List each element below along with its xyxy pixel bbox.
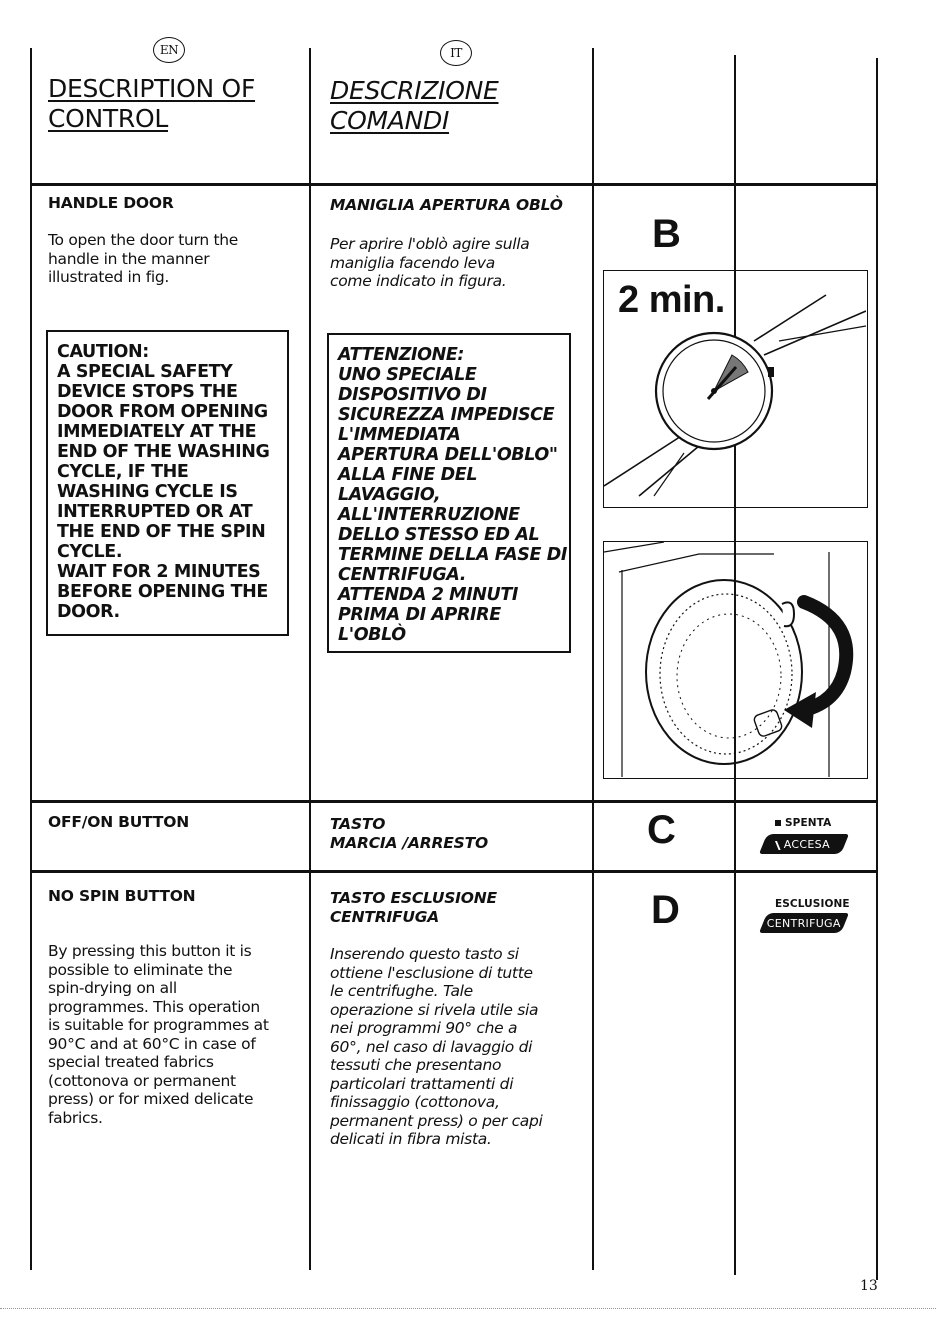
no-spin-text-en (48, 942, 269, 1127)
on-button-label (777, 838, 830, 851)
off-on-title-it (330, 815, 488, 853)
body-line: maniglia facendo leva (330, 253, 495, 272)
body-line: delicati in fibra mista. (330, 1130, 492, 1148)
caution-box-it (327, 333, 571, 653)
caution-line: DOOR. (57, 602, 120, 622)
no-spin-label: ESCLUSIONE (775, 898, 850, 910)
body-line: permanent press) o per capi (330, 1111, 543, 1130)
on-button-badge[interactable] (759, 834, 849, 854)
off-on-title-text: OFF/ON BUTTON (48, 813, 190, 831)
column-divider-right (876, 58, 878, 1280)
body-line: By pressing this button it is (48, 942, 252, 960)
caution-line: IMMEDIATELY AT THE (57, 422, 257, 442)
caution-line: DISPOSITIVO DI (338, 385, 487, 405)
bottom-edge-divider (0, 1308, 936, 1309)
caution-line: ATTENZIONE: (338, 345, 465, 365)
off-on-title-en (48, 813, 189, 832)
body-line: le centrifughe. Tale (330, 982, 473, 1000)
caution-line: CYCLE. (57, 542, 123, 562)
column-divider-left (30, 48, 32, 1270)
door-handle-illustration-icon (604, 542, 866, 777)
caution-line: END OF THE WASHING (57, 442, 270, 462)
caution-line: APERTURA DELL'OBLO" (338, 445, 558, 465)
off-label-text: SPENTA (785, 817, 832, 829)
handle-door-text-it (330, 235, 529, 291)
caution-line: WAIT FOR 2 MINUTES (57, 562, 261, 582)
section-letter-c: C (647, 808, 676, 852)
body-line: come indicato in figura. (330, 272, 507, 290)
off-on-title-line: MARCIA /ARRESTO (330, 834, 488, 852)
caution-line: DEVICE STOPS THE (57, 382, 238, 402)
body-line: To open the door turn the (48, 231, 239, 249)
body-line: handle in the manner (48, 249, 210, 268)
row-divider-off-on (30, 800, 878, 803)
on-bar-icon (776, 840, 782, 849)
caution-line: PRIMA DI APRIRE (338, 605, 501, 625)
body-line: finissaggio (cottonova, (330, 1093, 500, 1111)
no-spin-title-text: NO SPIN BUTTON (48, 887, 196, 905)
caution-line: TERMINE DELLA FASE DI (338, 545, 567, 565)
body-line: fabrics. (48, 1108, 103, 1127)
no-spin-button-text: CENTRIFUGA (767, 916, 841, 930)
body-line: Inserendo questo tasto si (330, 945, 519, 963)
timer-figure-panel (603, 270, 868, 508)
body-line: is suitable for programmes at (48, 1016, 269, 1034)
body-line: tessuti che presentano (330, 1056, 502, 1074)
caution-line: CYCLE, IF THE (57, 462, 189, 482)
no-spin-title-it (330, 889, 497, 927)
caution-line: DELLO STESSO ED AL (338, 525, 540, 545)
no-spin-title-line: CENTRIFUGA (330, 908, 440, 926)
caution-line: LAVAGGIO, (338, 485, 441, 505)
body-line: operazione si rivela utile sia (330, 1000, 539, 1019)
no-spin-title-line: TASTO ESCLUSIONE (330, 889, 497, 907)
watch-icon (604, 271, 866, 506)
caution-line: INTERRUPTED OR AT (57, 502, 253, 522)
body-line: particolari trattamenti di (330, 1074, 514, 1093)
body-line: Per aprire l'oblò agire sulla (330, 235, 530, 253)
body-line: 60°, nel caso di lavaggio di (330, 1037, 533, 1056)
caution-line: CENTRIFUGA. (338, 565, 467, 585)
column-divider-it-fig (592, 48, 594, 1270)
caution-line: DOOR FROM OPENING (57, 402, 268, 422)
page-number: 13 (860, 1278, 878, 1294)
body-line: press) or for mixed delicate (48, 1090, 254, 1108)
body-line: ottiene l'esclusione di tutte (330, 963, 533, 982)
off-label (775, 817, 831, 829)
caution-line: CAUTION: (57, 342, 149, 362)
body-line: illustrated in fig. (48, 268, 170, 286)
caution-line: UNO SPECIALE (338, 365, 477, 385)
no-spin-button-badge[interactable] (759, 913, 849, 933)
caution-line: SICUREZZA IMPEDISCE (338, 405, 555, 425)
caution-line: ALLA FINE DEL (338, 465, 478, 485)
caution-line: ATTENDA 2 MINUTI (338, 585, 519, 605)
en-heading (48, 74, 255, 134)
timer-label: 2 min. (618, 279, 725, 321)
body-line: programmes. This operation (48, 997, 260, 1016)
it-heading-line: DESCRIZIONE (330, 76, 499, 105)
handle-door-title-en (48, 194, 174, 213)
en-heading-line: CONTROL (48, 104, 168, 133)
body-line: special treated fabrics (48, 1053, 214, 1071)
it-heading (330, 76, 499, 136)
english-flag-badge: EN (153, 37, 185, 63)
body-line: spin-drying on all (48, 979, 177, 997)
door-figure-panel (603, 541, 868, 779)
section-letter-b: B (652, 212, 681, 256)
caution-line: THE END OF THE SPIN (57, 522, 266, 542)
row-divider-header (30, 183, 878, 186)
italian-flag-badge: IT (440, 40, 472, 66)
off-square-icon (775, 820, 781, 826)
off-on-title-line: TASTO (330, 815, 386, 833)
caution-line: WASHING CYCLE IS (57, 482, 238, 502)
handle-door-title-text: MANIGLIA APERTURA OBLÒ (330, 196, 563, 214)
body-line: nei programmi 90° che a (330, 1019, 518, 1037)
caution-line: A SPECIAL SAFETY (57, 362, 233, 382)
column-divider-en-it (309, 48, 311, 1270)
it-heading-line: COMANDI (330, 106, 450, 135)
caution-box-en (46, 330, 289, 636)
body-line: 90°C and at 60°C in case of (48, 1034, 256, 1053)
row-divider-no-spin (30, 870, 878, 873)
no-spin-title-en (48, 887, 195, 906)
caution-line: L'IMMEDIATA (338, 425, 461, 445)
no-spin-text-it (330, 945, 543, 1149)
caution-line: ALL'INTERRUZIONE (338, 505, 520, 525)
body-line: possible to eliminate the (48, 960, 233, 979)
handle-door-title-text: HANDLE DOOR (48, 194, 174, 212)
on-button-text: ACCESA (784, 837, 831, 851)
en-heading-line: DESCRIPTION OF (48, 74, 256, 103)
body-line: (cottonova or permanent (48, 1071, 236, 1090)
handle-door-title-it (330, 196, 563, 215)
caution-line: BEFORE OPENING THE (57, 582, 268, 602)
caution-line: L'OBLÒ (338, 625, 406, 645)
handle-door-text-en (48, 231, 238, 287)
section-letter-d: D (651, 888, 680, 932)
